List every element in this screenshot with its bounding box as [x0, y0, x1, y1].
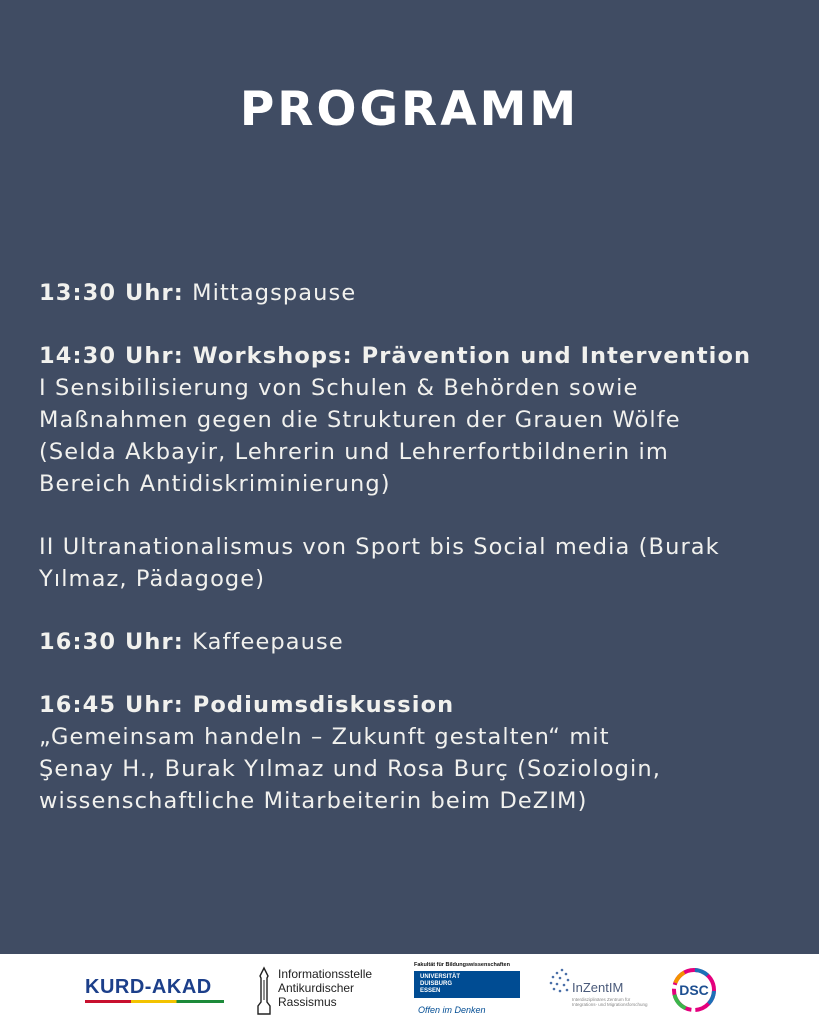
ifs-line: Informationsstelle [278, 967, 373, 981]
program-line [39, 626, 799, 658]
program-item [39, 277, 799, 309]
ude-line: DUISBURG [420, 981, 453, 987]
program-detail: (Selda Akbayir, Lehrerin und Lehrerfortbildnerin im [39, 439, 669, 465]
program-line [39, 340, 799, 372]
kurd-akad-logo: KURD-AKAD [85, 976, 212, 998]
program-heading: Workshops: Prävention und Intervention [192, 343, 752, 369]
ifs-line: Rassismus [278, 995, 337, 1009]
program-detail: Bereich Antidiskriminierung) [39, 471, 391, 497]
inzentim-subtitle [572, 997, 648, 1007]
inzentim-sub-line: Interdisziplinäres Zentrum für [572, 997, 631, 1002]
ude-faculty: Fakultät für Bildungswissenschaften [414, 962, 510, 968]
program-time: 16:45 Uhr: [39, 692, 184, 718]
program-item [39, 689, 799, 817]
kurd-akad-stripe [85, 1000, 224, 1003]
inzentim-sub-line: Integrations- und Migrationsforschung [572, 1002, 648, 1007]
ifs-logo-text [278, 967, 372, 1009]
program-time: 16:30 Uhr: [39, 629, 184, 655]
ifs-line: Antikurdischer [278, 981, 355, 995]
program-line [39, 689, 799, 721]
page-title: PROGRAMM [239, 82, 580, 137]
ude-logo-text [420, 974, 460, 995]
program-detail: Maßnahmen gegen die Strukturen der Grauen Wölfe [39, 407, 681, 433]
program-item [39, 626, 799, 658]
ude-line: UNIVERSITÄT [420, 974, 461, 980]
program-time: 14:30 Uhr: [39, 343, 184, 369]
program-detail: Yılmaz, Pädagoge) [39, 566, 266, 592]
ude-slogan: Offen im Denken [418, 1005, 486, 1015]
program-text: Kaffeepause [192, 629, 344, 655]
dsc-logo-icon [668, 964, 720, 1016]
program-detail: Şenay H., Burak Yılmaz und Rosa Burç (Soziologin, [39, 756, 661, 782]
program-item [39, 340, 799, 500]
sponsor-footer [0, 954, 819, 1024]
program-detail: „Gemeinsam handeln – Zukunft gestalten“ mit [39, 724, 610, 750]
inzentim-logo-text: InZentIM [572, 980, 624, 995]
inzentim-dots-icon [548, 968, 572, 996]
program-text: Mittagspause [192, 280, 357, 306]
ude-line: ESSEN [420, 988, 441, 994]
program-detail: I Sensibilisierung von Schulen & Behörden sowie [39, 375, 639, 401]
ifs-emblem-icon [255, 966, 273, 1016]
dsc-logo-text: DSC [679, 982, 709, 998]
program-time: 13:30 Uhr: [39, 280, 184, 306]
program-detail: wissenschaftliche Mitarbeiterin beim DeZIM) [39, 788, 588, 814]
program-list [39, 277, 799, 848]
program-line [39, 277, 799, 309]
program-item [39, 531, 799, 595]
program-detail: II Ultranationalismus von Sport bis Social media (Burak [39, 534, 720, 560]
program-heading: Podiumsdiskussion [192, 692, 455, 718]
